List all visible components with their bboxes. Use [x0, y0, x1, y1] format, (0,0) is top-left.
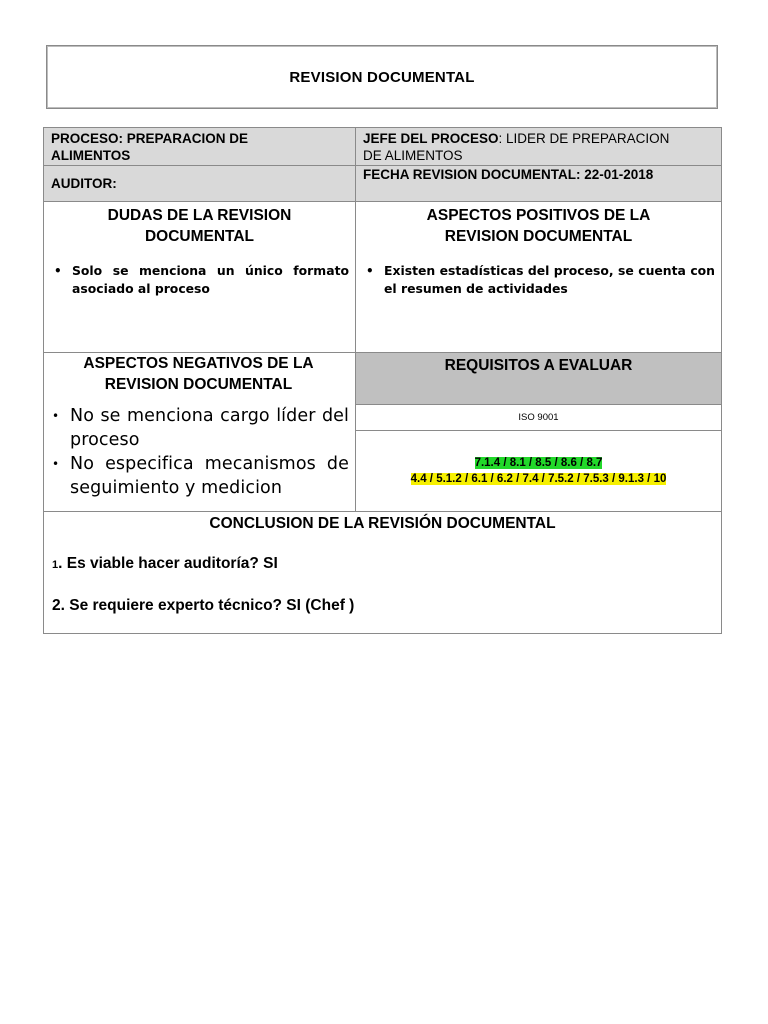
codes-yellow: 4.4 / 5.1.2 / 6.1 / 6.2 / 7.4 / 7.5.2 / 7.5.3 / 9.1.3 / 10 — [410, 473, 667, 485]
jefe-value: : LIDER DE PREPARACION — [498, 131, 670, 146]
jefe-value-cont: DE ALIMENTOS — [363, 148, 463, 163]
review-table — [43, 127, 722, 634]
conclusion-question-2: 2. Se requiere experto técnico? SI (Chef ) — [52, 597, 355, 614]
conclusion-cell — [44, 511, 721, 633]
list-item: • Solo se menciona un único formato asociado al proceso — [50, 262, 349, 298]
question-1-text: . Es viable hacer auditoría? SI — [58, 555, 278, 572]
proceso-value: ALIMENTOS — [51, 148, 131, 163]
requisitos-heading-cell — [356, 353, 721, 405]
proceso-cell — [44, 128, 356, 166]
norma-cell — [356, 405, 721, 430]
conclusion-question-1 — [52, 555, 278, 573]
negativos-heading-line2: REVISION DOCUMENTAL — [104, 376, 293, 393]
document-title-box — [46, 45, 718, 109]
fecha-cell — [356, 166, 721, 202]
jefe-label: JEFE DEL PROCESO — [363, 131, 499, 146]
question-1-number: 1 — [52, 559, 59, 571]
dudas-cell — [44, 202, 356, 353]
dudas-list — [50, 262, 349, 298]
negativos-heading-line1: ASPECTOS NEGATIVOS DE LA — [83, 355, 314, 372]
jefe-cell — [356, 128, 721, 166]
dudas-heading-line1: DUDAS DE LA REVISION — [107, 207, 292, 224]
codes-cell — [356, 430, 721, 511]
proceso-label: PROCESO: PREPARACION DE — [51, 131, 249, 146]
dudas-heading-line2: DOCUMENTAL — [144, 228, 255, 245]
fecha-label: FECHA REVISION DOCUMENTAL: 22-01-2018 — [363, 167, 654, 182]
auditor-label: AUDITOR: — [51, 176, 117, 191]
positivos-list — [362, 262, 715, 298]
negativos-cell — [44, 353, 356, 511]
positivos-cell — [356, 202, 721, 353]
negativos-list — [48, 404, 349, 500]
positivos-heading-line1: ASPECTOS POSITIVOS DE LA — [426, 207, 651, 224]
list-item: • No especifica mecanismos de seguimiento y medicion — [48, 452, 349, 500]
document-title: REVISION DOCUMENTAL — [289, 68, 475, 86]
list-item: • No se menciona cargo líder del proceso — [48, 404, 349, 452]
list-item: • Existen estadísticas del proceso, se cuenta con el resumen de actividades — [362, 262, 715, 298]
auditor-cell — [44, 166, 356, 202]
conclusion-heading: CONCLUSION DE LA REVISIÓN DOCUMENTAL — [209, 515, 556, 532]
requisitos-heading: REQUISITOS A EVALUAR — [444, 357, 633, 374]
norma-label: ISO 9001 — [518, 412, 559, 423]
positivos-heading-line2: REVISION DOCUMENTAL — [444, 228, 633, 245]
codes-green: 7.1.4 / 8.1 / 8.5 / 8.6 / 8.7 — [474, 457, 603, 469]
